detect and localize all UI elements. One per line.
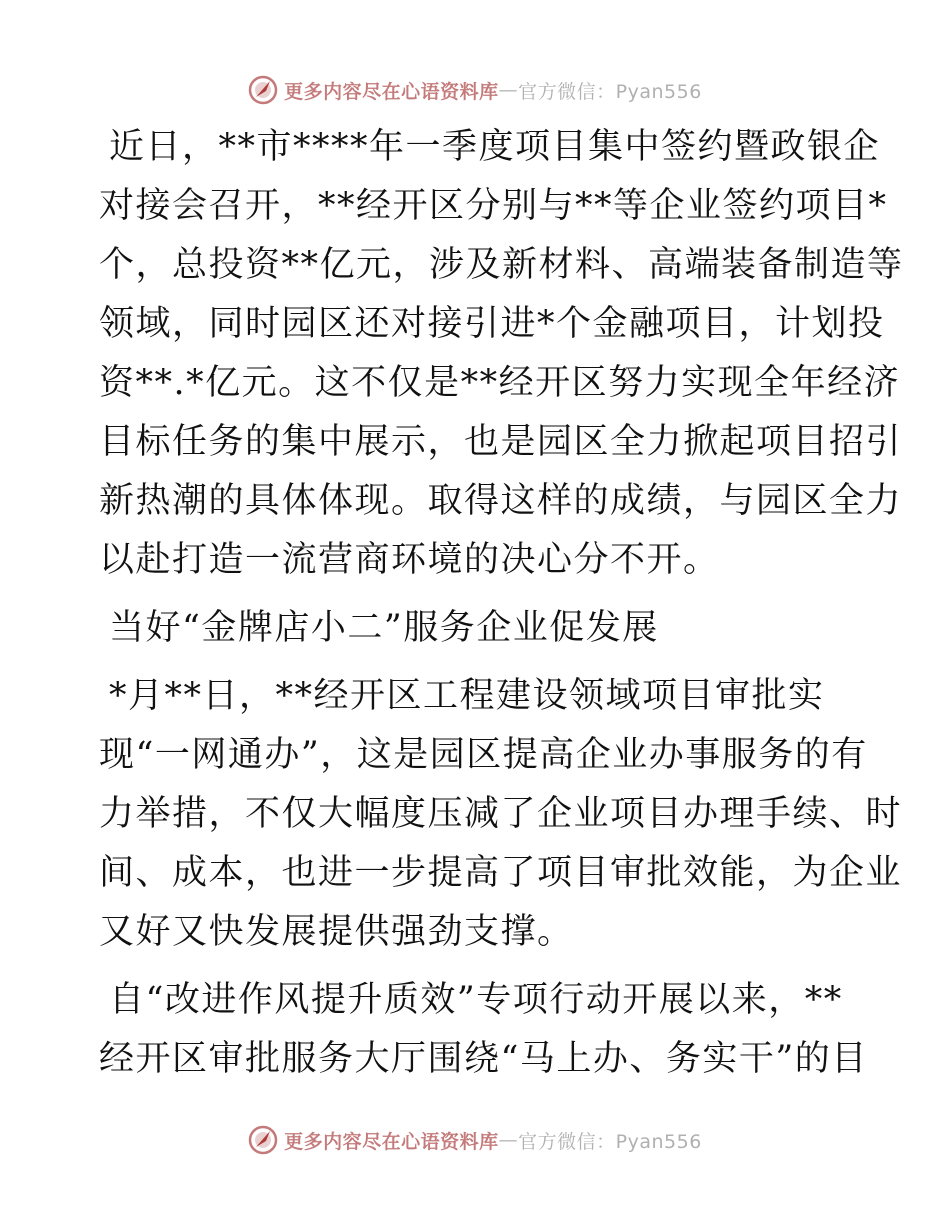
- section-heading: [99, 599, 859, 658]
- paragraph-1: [99, 118, 904, 590]
- text-line: 目标任务的集中展示，也是园区全力掀起项目招引: [99, 422, 903, 462]
- document-body: [99, 118, 904, 1089]
- text-line: 资**.*亿元。这不仅是**经开区努力实现全年经济: [99, 363, 901, 403]
- text-line: 又好又快发展提供强劲支撑。: [99, 912, 574, 952]
- text-line: 新热潮的具体体现。取得这样的成绩，与园区全力: [99, 481, 903, 521]
- quill-logo-icon: [248, 75, 278, 105]
- watermark-text: 更多内容尽在心语资料库: [284, 1130, 499, 1153]
- footer-watermark: [0, 1120, 950, 1160]
- text-line: 以赴打造一流营商环境的决心分不开。: [99, 540, 720, 580]
- quill-logo-icon: [248, 1125, 278, 1155]
- text-line: 经开区审批服务大厅围绕“马上办、务实干”的目: [99, 1039, 868, 1079]
- text-line: *月**日，**经开区工程建设领域项目审批实: [109, 676, 825, 716]
- header-watermark: [0, 70, 950, 110]
- paragraph-2: [99, 667, 903, 962]
- text-line: 自“改进作风提升质效”专项行动开展以来，**: [109, 980, 843, 1020]
- paragraph-3: [99, 971, 868, 1089]
- text-line: 近日，**市****年一季度项目集中签约暨政银企: [109, 127, 881, 167]
- watermark-wechat: 官方微信：Pyan556: [518, 1130, 702, 1153]
- heading-line: 当好“金牌店小二”服务企业促发展: [109, 608, 659, 648]
- watermark-text: 更多内容尽在心语资料库: [284, 80, 499, 103]
- text-line: 间、成本，也进一步提高了项目审批效能，为企业: [99, 853, 903, 893]
- text-line: 领域，同时园区还对接引进*个金融项目，计划投: [99, 304, 885, 344]
- watermark-separator: —: [498, 79, 519, 101]
- text-line: 个，总投资**亿元，涉及新材料、高端装备制造等: [99, 245, 904, 285]
- watermark-wechat: 官方微信：Pyan556: [518, 80, 702, 103]
- watermark-separator: —: [498, 1129, 519, 1151]
- text-line: 对接会召开，**经开区分别与**等企业签约项目*: [99, 186, 888, 226]
- text-line: 现“一网通办”，这是园区提高企业办事服务的有: [99, 735, 868, 775]
- text-line: 力举措，不仅大幅度压减了企业项目办理手续、时: [99, 794, 903, 834]
